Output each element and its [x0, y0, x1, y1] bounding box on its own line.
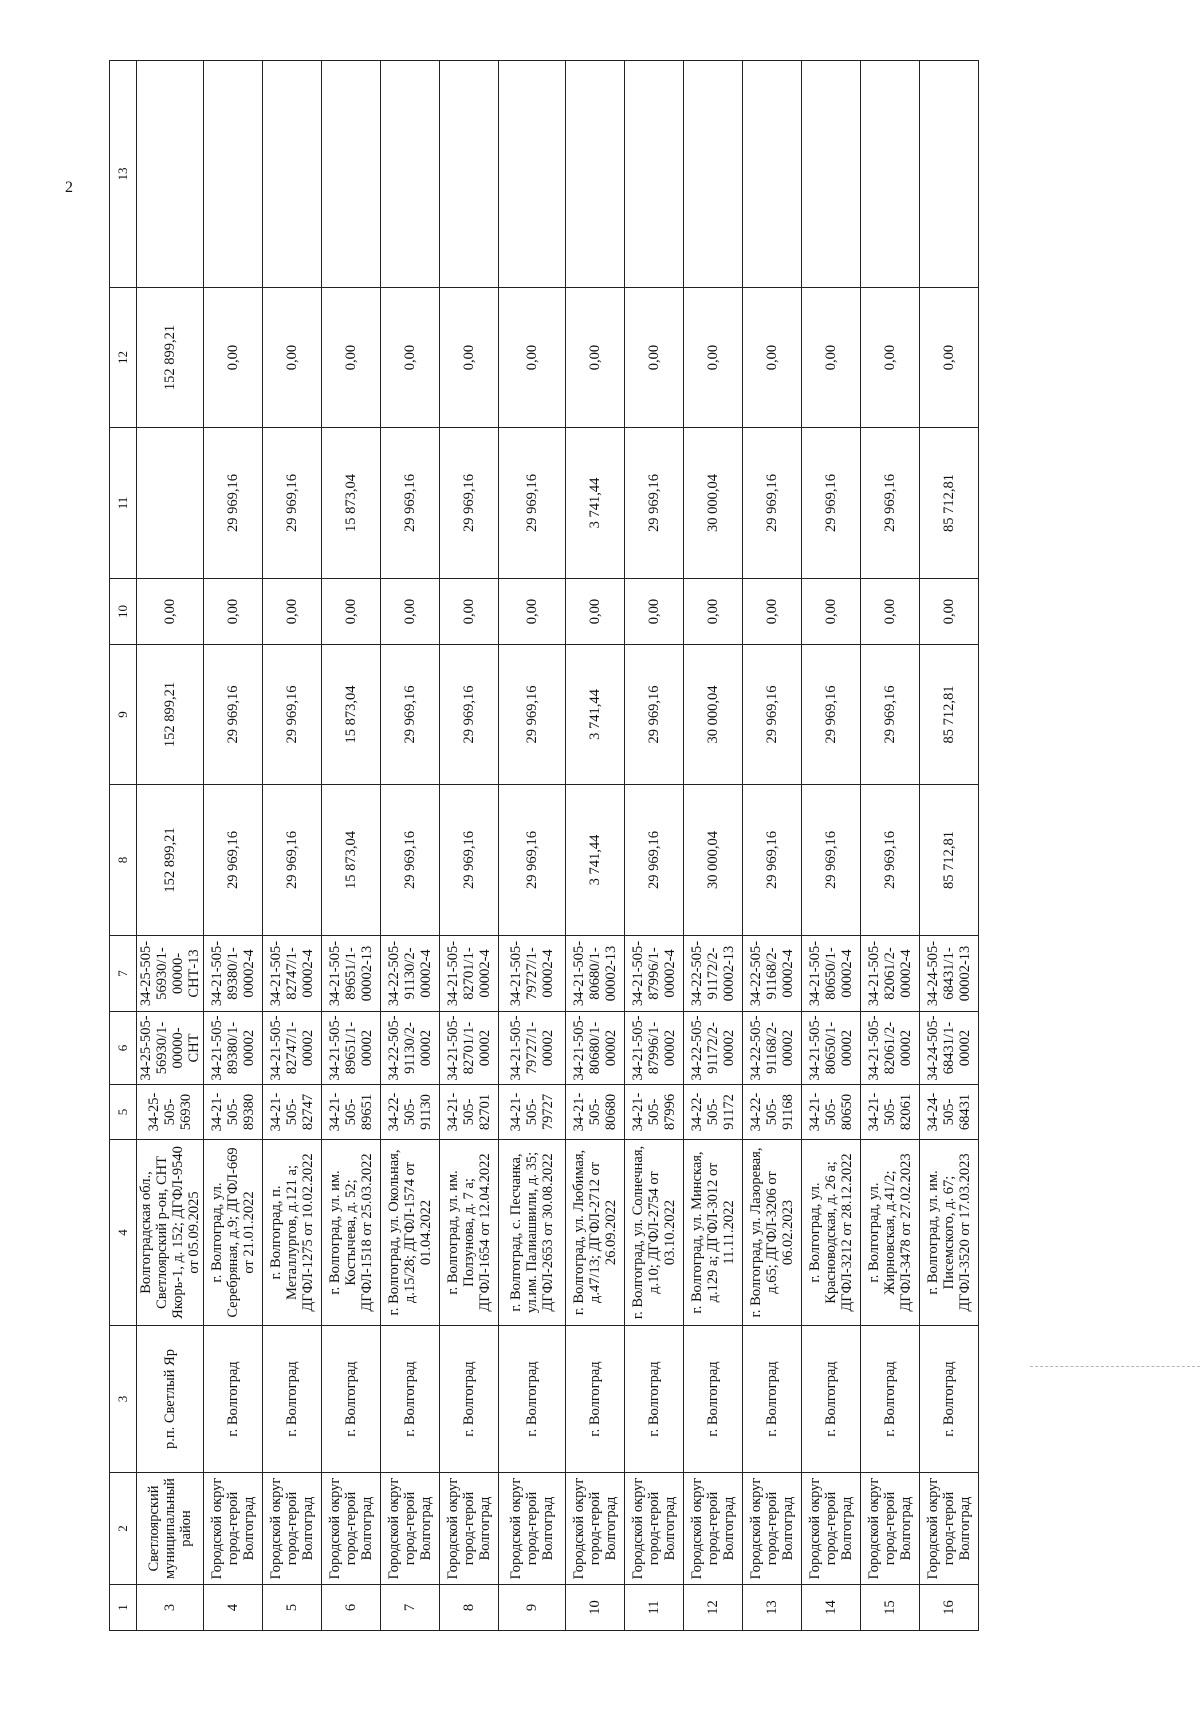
object-code-cell: 34-22-505-91130/2-00002	[381, 1012, 440, 1085]
amount-cell: 0,00	[440, 288, 499, 428]
paid-amount-cell: 29 969,16	[263, 645, 322, 785]
row-number-cell: 8	[440, 1585, 499, 1631]
balance-cell: 0,00	[499, 579, 566, 645]
district-cell: Городской округ город-герой Волгоград	[920, 1473, 979, 1585]
address-cell: г. Волгоград, п. Металлургов, д.121 а; ДГФЛ-1275 от 10.02.2022	[263, 1140, 322, 1326]
paid-amount-cell: 29 969,16	[625, 645, 684, 785]
code-cell: 34-22-505-91172	[684, 1085, 743, 1140]
column-number: 3	[110, 1326, 137, 1473]
balance-cell: 0,00	[322, 579, 381, 645]
balance-cell: 0,00	[137, 579, 204, 645]
amount-cell: 85 712,81	[920, 428, 979, 579]
paid-amount-cell: 29 969,16	[440, 645, 499, 785]
row-number-cell: 15	[861, 1585, 920, 1631]
object-code-cell: 34-22-505-91168/2-00002	[743, 1012, 802, 1085]
amount-cell: 0,00	[204, 288, 263, 428]
remark-cell	[322, 61, 381, 288]
table-row	[499, 61, 566, 1631]
paid-amount-cell: 3 741,44	[566, 645, 625, 785]
amount-cell: 30 000,04	[684, 785, 743, 936]
object-code-cell: 34-21-505-82747/1-00002	[263, 1012, 322, 1085]
code-cell: 34-25-505-56930	[137, 1085, 204, 1140]
account-code-cell: 34-24-505-68431/1-00002-13	[920, 936, 979, 1012]
remark-cell	[204, 61, 263, 288]
settlement-cell: г. Волгоград	[920, 1326, 979, 1473]
amount-cell: 29 969,16	[263, 785, 322, 936]
address-cell: г. Волгоград, ул. Красноводская, д. 26 а; ДГФЛ-3212 от 28.12.2022	[802, 1140, 861, 1326]
object-code-cell: 34-21-505-82061/2-00002	[861, 1012, 920, 1085]
district-cell: Городской округ город-герой Волгоград	[743, 1473, 802, 1585]
code-cell: 34-21-505-82701	[440, 1085, 499, 1140]
paid-amount-cell: 29 969,16	[861, 645, 920, 785]
amount-cell: 0,00	[625, 288, 684, 428]
address-cell: г. Волгоград, ул. Окольная, д.15/28; ДГФЛ-1574 от 01.04.2022	[381, 1140, 440, 1326]
object-code-cell: 34-22-505-91172/2-00002	[684, 1012, 743, 1085]
row-number-cell: 16	[920, 1585, 979, 1631]
row-number-cell: 7	[381, 1585, 440, 1631]
account-code-cell: 34-21-505-80650/1-00002-4	[802, 936, 861, 1012]
remark-cell	[920, 61, 979, 288]
amount-cell: 29 969,16	[440, 785, 499, 936]
remark-cell	[381, 61, 440, 288]
district-cell: Городской округ город-герой Волгоград	[861, 1473, 920, 1585]
object-code-cell: 34-21-505-89651/1-00002	[322, 1012, 381, 1085]
remark-cell	[743, 61, 802, 288]
settlement-cell: г. Волгоград	[566, 1326, 625, 1473]
settlement-cell: г. Волгоград	[743, 1326, 802, 1473]
address-cell: г. Волгоград, ул. им. Ползунова, д. 7 а; ДГФЛ-1654 от 12.04.2022	[440, 1140, 499, 1326]
amount-cell: 0,00	[684, 288, 743, 428]
amount-cell: 0,00	[920, 288, 979, 428]
remark-cell	[440, 61, 499, 288]
district-cell: Городской округ город-герой Волгоград	[204, 1473, 263, 1585]
table-row	[566, 61, 625, 1631]
account-code-cell: 34-22-505-91168/2-00002-4	[743, 936, 802, 1012]
column-number-row	[110, 61, 137, 1631]
column-number: 4	[110, 1140, 137, 1326]
table-row	[263, 61, 322, 1631]
account-code-cell: 34-21-505-82061/2-00002-4	[861, 936, 920, 1012]
amount-cell: 29 969,16	[861, 428, 920, 579]
column-number: 13	[110, 61, 137, 288]
amount-cell: 0,00	[499, 288, 566, 428]
remark-cell	[499, 61, 566, 288]
row-number-cell: 9	[499, 1585, 566, 1631]
address-cell: г. Волгоград, ул. Любимая, д.47/13; ДГФЛ-2712 от 26.09.2022	[566, 1140, 625, 1326]
code-cell: 34-24-505-68431	[920, 1085, 979, 1140]
district-cell: Городской округ город-герой Волгоград	[440, 1473, 499, 1585]
table-row	[440, 61, 499, 1631]
address-cell: г. Волгоград, ул. Минская, д.129 а; ДГФЛ-3012 от 11.11.2022	[684, 1140, 743, 1326]
settlement-cell: г. Волгоград	[440, 1326, 499, 1473]
district-cell: Городской округ город-герой Волгоград	[263, 1473, 322, 1585]
table-row	[322, 61, 381, 1631]
account-code-cell: 34-22-505-91130/2-00002-4	[381, 936, 440, 1012]
column-number: 11	[110, 428, 137, 579]
address-cell: г. Волгоград, ул. им. Писемского, д. 67; ДГФЛ-3520 от 17.03.2023	[920, 1140, 979, 1326]
amount-cell: 29 969,16	[625, 428, 684, 579]
settlement-cell: г. Волгоград	[861, 1326, 920, 1473]
amount-cell: 29 969,16	[625, 785, 684, 936]
code-cell: 34-22-505-91168	[743, 1085, 802, 1140]
table-row	[625, 61, 684, 1631]
column-number: 10	[110, 579, 137, 645]
object-code-cell: 34-21-505-87996/1-00002	[625, 1012, 684, 1085]
balance-cell: 0,00	[566, 579, 625, 645]
balance-cell: 0,00	[743, 579, 802, 645]
table-row	[861, 61, 920, 1631]
object-code-cell: 34-24-505-68431/1-00002	[920, 1012, 979, 1085]
code-cell: 34-21-505-89380	[204, 1085, 263, 1140]
amount-cell: 29 969,16	[381, 785, 440, 936]
account-code-cell: 34-21-505-82701/1-00002-4	[440, 936, 499, 1012]
district-cell: Городской округ город-герой Волгоград	[625, 1473, 684, 1585]
amount-cell: 30 000,04	[684, 428, 743, 579]
paid-amount-cell: 29 969,16	[381, 645, 440, 785]
remark-cell	[625, 61, 684, 288]
balance-cell: 0,00	[920, 579, 979, 645]
address-cell: г. Волгоград, ул. Солнечная, д.10; ДГФЛ-2754 от 03.10.2022	[625, 1140, 684, 1326]
address-cell: Волгоградская обл., Светлоярский р-он, СНТ Якорь-1, д. 152; ДГФЛ-9540 от 05.09.2025	[137, 1140, 204, 1326]
district-cell: Городской округ город-герой Волгоград	[566, 1473, 625, 1585]
paid-amount-cell: 85 712,81	[920, 645, 979, 785]
amount-cell	[137, 428, 204, 579]
remark-cell	[684, 61, 743, 288]
balance-cell: 0,00	[263, 579, 322, 645]
code-cell: 34-21-505-89651	[322, 1085, 381, 1140]
amount-cell: 0,00	[566, 288, 625, 428]
code-cell: 34-21-505-82061	[861, 1085, 920, 1140]
settlement-cell: г. Волгоград	[322, 1326, 381, 1473]
row-number-cell: 10	[566, 1585, 625, 1631]
amount-cell: 0,00	[802, 288, 861, 428]
column-number: 9	[110, 645, 137, 785]
column-number: 6	[110, 1012, 137, 1085]
object-code-cell: 34-21-505-89380/1-00002	[204, 1012, 263, 1085]
amount-cell: 85 712,81	[920, 785, 979, 936]
remark-cell	[263, 61, 322, 288]
district-cell: Городской округ город-герой Волгоград	[499, 1473, 566, 1585]
object-code-cell: 34-21-505-80650/1-00002	[802, 1012, 861, 1085]
table-container	[109, 61, 1109, 1631]
settlement-cell: г. Волгоград	[625, 1326, 684, 1473]
code-cell: 34-21-505-80650	[802, 1085, 861, 1140]
account-code-cell: 34-21-505-79727/1-00002-4	[499, 936, 566, 1012]
paid-amount-cell: 29 969,16	[499, 645, 566, 785]
district-cell: Городской округ город-герой Волгоград	[802, 1473, 861, 1585]
column-number: 1	[110, 1585, 137, 1631]
account-code-cell: 34-21-505-87996/1-00002-4	[625, 936, 684, 1012]
column-number: 8	[110, 785, 137, 936]
object-code-cell: 34-21-505-79727/1-00002	[499, 1012, 566, 1085]
paid-amount-cell: 152 899,21	[137, 645, 204, 785]
column-number: 7	[110, 936, 137, 1012]
amount-cell: 0,00	[743, 288, 802, 428]
amount-cell: 29 969,16	[743, 785, 802, 936]
table-row	[743, 61, 802, 1631]
table-row	[684, 61, 743, 1631]
remark-cell	[861, 61, 920, 288]
paid-amount-cell: 30 000,04	[684, 645, 743, 785]
address-cell: г. Волгоград, с. Песчанка, ул.им. Палиашвили, д. 35; ДГФЛ-2653 от 30.08.2022	[499, 1140, 566, 1326]
row-number-cell: 13	[743, 1585, 802, 1631]
account-code-cell: 34-21-505-82747/1-00002-4	[263, 936, 322, 1012]
code-cell: 34-21-505-80680	[566, 1085, 625, 1140]
table-body	[137, 61, 979, 1631]
balance-cell: 0,00	[440, 579, 499, 645]
balance-cell: 0,00	[861, 579, 920, 645]
row-number-cell: 14	[802, 1585, 861, 1631]
address-cell: г. Волгоград, ул. Лазоревая, д.65; ДГФЛ-3206 от 06.02.2023	[743, 1140, 802, 1326]
settlement-cell: г. Волгоград	[499, 1326, 566, 1473]
amount-cell: 0,00	[322, 288, 381, 428]
amount-cell: 3 741,44	[566, 785, 625, 936]
amount-cell: 29 969,16	[204, 785, 263, 936]
settlement-cell: г. Волгоград	[263, 1326, 322, 1473]
page-number: 2	[65, 179, 73, 196]
remark-cell	[566, 61, 625, 288]
amount-cell: 0,00	[861, 288, 920, 428]
account-code-cell: 34-21-505-89380/1-00002-4	[204, 936, 263, 1012]
row-number-cell: 6	[322, 1585, 381, 1631]
paid-amount-cell: 29 969,16	[743, 645, 802, 785]
balance-cell: 0,00	[381, 579, 440, 645]
amount-cell: 29 969,16	[802, 785, 861, 936]
paid-amount-cell: 15 873,04	[322, 645, 381, 785]
balance-cell: 0,00	[204, 579, 263, 645]
column-number: 2	[110, 1473, 137, 1585]
column-number: 12	[110, 288, 137, 428]
object-code-cell: 34-25-505-56930/1-00000-СНТ	[137, 1012, 204, 1085]
amount-cell: 29 969,16	[861, 785, 920, 936]
code-cell: 34-22-505-91130	[381, 1085, 440, 1140]
settlement-cell: г. Волгоград	[204, 1326, 263, 1473]
column-number: 5	[110, 1085, 137, 1140]
amount-cell: 29 969,16	[204, 428, 263, 579]
remark-cell	[137, 61, 204, 288]
account-code-cell: 34-21-505-89651/1-00002-13	[322, 936, 381, 1012]
amount-cell: 152 899,21	[137, 288, 204, 428]
amount-cell: 29 969,16	[381, 428, 440, 579]
district-cell: Светлоярский муниципальный район	[137, 1473, 204, 1585]
balance-cell: 0,00	[684, 579, 743, 645]
amount-cell: 29 969,16	[440, 428, 499, 579]
remark-cell	[802, 61, 861, 288]
settlement-cell: г. Волгоград	[684, 1326, 743, 1473]
balance-cell: 0,00	[802, 579, 861, 645]
district-cell: Городской округ город-герой Волгоград	[684, 1473, 743, 1585]
district-cell: Городской округ город-герой Волгоград	[381, 1473, 440, 1585]
object-code-cell: 34-21-505-82701/1-00002	[440, 1012, 499, 1085]
row-number-cell: 11	[625, 1585, 684, 1631]
account-code-cell: 34-21-505-80680/1-00002-13	[566, 936, 625, 1012]
paid-amount-cell: 29 969,16	[802, 645, 861, 785]
address-cell: г. Волгоград, ул. Серебряная, д.9; ДГФЛ-669 от 21.01.2022	[204, 1140, 263, 1326]
district-cell: Городской округ город-герой Волгоград	[322, 1473, 381, 1585]
pencil-mark	[1030, 1366, 1200, 1367]
amount-cell: 29 969,16	[499, 428, 566, 579]
account-code-cell: 34-22-505-91172/2-00002-13	[684, 936, 743, 1012]
row-number-cell: 4	[204, 1585, 263, 1631]
table-row	[802, 61, 861, 1631]
amount-cell: 15 873,04	[322, 428, 381, 579]
amount-cell: 29 969,16	[802, 428, 861, 579]
code-cell: 34-21-505-79727	[499, 1085, 566, 1140]
code-cell: 34-21-505-87996	[625, 1085, 684, 1140]
table-row	[381, 61, 440, 1631]
settlement-cell: р.п. Светлый Яр	[137, 1326, 204, 1473]
amount-cell: 152 899,21	[137, 785, 204, 936]
row-number-cell: 5	[263, 1585, 322, 1631]
table-row	[137, 61, 204, 1631]
settlement-cell: г. Волгоград	[381, 1326, 440, 1473]
amount-cell: 29 969,16	[499, 785, 566, 936]
code-cell: 34-21-505-82747	[263, 1085, 322, 1140]
data-table	[109, 60, 979, 1631]
address-cell: г. Волгоград, ул. им. Костычева, д. 52; ДГФЛ-1518 от 25.03.2022	[322, 1140, 381, 1326]
amount-cell: 0,00	[263, 288, 322, 428]
amount-cell: 3 741,44	[566, 428, 625, 579]
paid-amount-cell: 29 969,16	[204, 645, 263, 785]
address-cell: г. Волгоград, ул. Жирновская, д.41/2; ДГФЛ-3478 от 27.02.2023	[861, 1140, 920, 1326]
row-number-cell: 12	[684, 1585, 743, 1631]
row-number-cell: 3	[137, 1585, 204, 1631]
amount-cell: 0,00	[381, 288, 440, 428]
account-code-cell: 34-25-505-56930/1-00000-СНТ-13	[137, 936, 204, 1012]
amount-cell: 29 969,16	[263, 428, 322, 579]
amount-cell: 29 969,16	[743, 428, 802, 579]
table-row	[920, 61, 979, 1631]
balance-cell: 0,00	[625, 579, 684, 645]
amount-cell: 15 873,04	[322, 785, 381, 936]
settlement-cell: г. Волгоград	[802, 1326, 861, 1473]
table-row	[204, 61, 263, 1631]
object-code-cell: 34-21-505-80680/1-00002	[566, 1012, 625, 1085]
